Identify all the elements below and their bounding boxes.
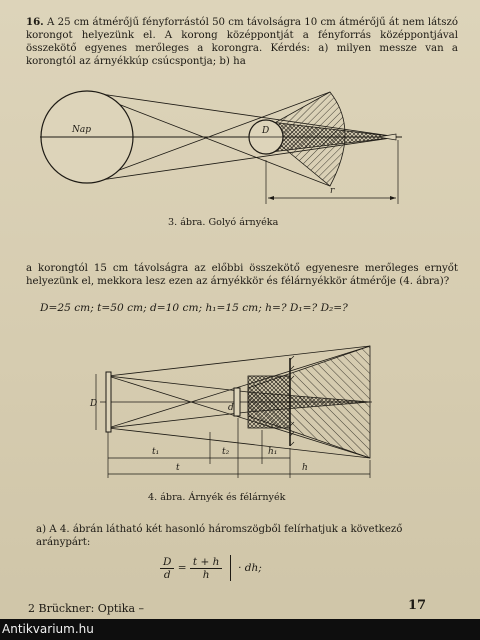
label-nap: Nap [72,125,92,135]
label-t2: t₂ [222,447,230,457]
rhs-numerator: t + h [190,556,222,569]
label-d: d [228,403,234,413]
watermark-bar [0,619,480,640]
label-t1: t₁ [152,447,160,457]
given-values: D=25 cm; t=50 cm; d=10 cm; h₁=15 cm; h=? D₁=? D₂=? [40,302,348,314]
label-t: t [176,463,180,473]
problem-body: A 25 cm átmérőjű fényforrástól 50 cm távolságra 10 cm átmérőjű át nem látszó korongot helyezünk el. A korong középpontját a fényforrás középpontjával összekötő egyenes merőleges a korongra. Kérdés: a) milyen messze van a korongtól az árnyékkúp csúcspontja; b) ha [26,17,458,67]
equals-sign: = [177,562,187,574]
figure-3-caption: 3. ábra. Golyó árnyéka [168,217,279,228]
multiplier: · dh; [238,562,262,574]
figure-3-diagram [0,0,480,215]
label-ball-d: D [262,126,270,136]
label-D: D [90,399,98,409]
label-r: r [330,186,335,196]
lhs-denominator: d [163,568,171,581]
lhs-numerator: D [160,556,174,569]
label-h1: h₁ [268,447,278,457]
page-number: 17 [408,598,427,613]
label-h: h [302,463,308,473]
figure-4-diagram [0,318,480,493]
watermark-text: Antikvarium.hu [2,622,94,636]
footer-signature: 2 Brückner: Optika – [28,602,145,615]
proportion-equation [160,555,262,581]
problem-number: 16. [26,16,44,28]
rhs-denominator: h [202,568,210,581]
problem-text-continued: a korongtól 15 cm távolságra az előbbi összekötő egyenesre merőleges ernyőt helyezünk el, mekkora lesz ezen az árnyékkör és félárnyékkör átmérője (4. ábra)? [26,263,458,287]
figure-4-caption: 4. ábra. Árnyék és félárnyék [148,492,286,503]
solution-text: a) A 4. ábrán látható két hasonló háromszögből felírhatjuk a következő aránypárt: [36,524,403,548]
